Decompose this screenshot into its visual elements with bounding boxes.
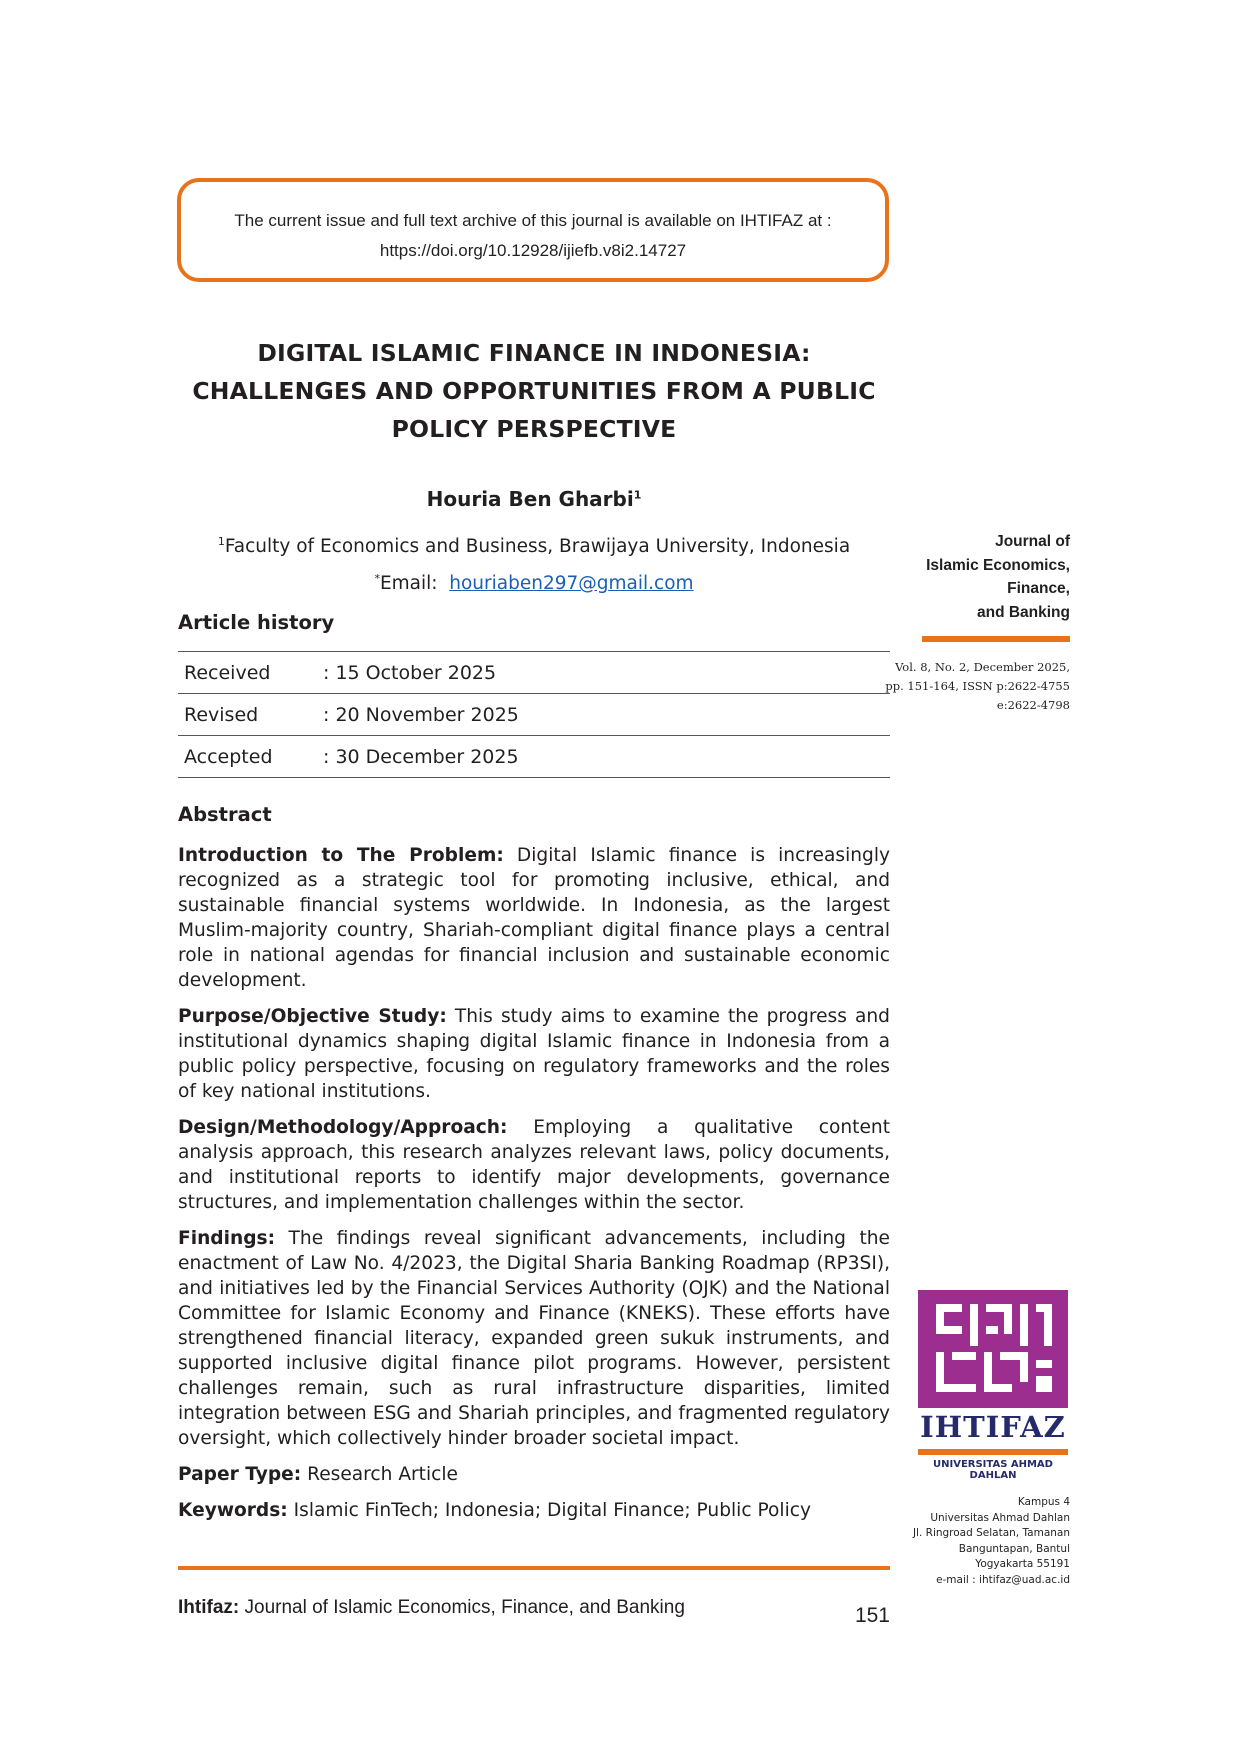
footer-journal	[178, 1597, 685, 1619]
email-link[interactable]: houriaben297@gmail.com	[449, 573, 694, 595]
sidebar-journal-name	[900, 530, 1070, 624]
address-line: Kampus 4	[1017, 1496, 1070, 1508]
affiliation-text: Faculty of Economics and Business, Brawijaya University, Indonesia	[224, 536, 851, 558]
sidebar-address	[880, 1495, 1070, 1588]
logo-wordmark: IHTIFAZ	[920, 1410, 1066, 1444]
abstract-heading: Abstract	[178, 803, 272, 826]
doi-notice-box	[177, 178, 889, 282]
title-line-3: POLICY PERSPECTIVE	[391, 415, 677, 443]
history-value: : 15 October 2025	[317, 652, 890, 694]
findings-label: Findings:	[178, 1228, 276, 1249]
ihtifaz-logo-icon	[918, 1290, 1068, 1408]
purpose-label: Purpose/Objective Study:	[178, 1006, 447, 1027]
abstract-papertype	[178, 1462, 890, 1487]
history-row	[178, 652, 890, 694]
affiliation	[160, 526, 908, 563]
intro-label: Introduction to The Problem:	[178, 845, 504, 866]
author-name: Houria Ben Gharbi	[426, 487, 634, 511]
address-email[interactable]: e-mail : ihtifaz@uad.ac.id	[936, 1573, 1070, 1586]
doi-link[interactable]: https://doi.org/10.12928/ijiefb.v8i2.14727	[379, 241, 687, 260]
design-text: Employing a qualitative content analysis approach, this research analyzes relevant laws, policy documents, and institutional reports to identify major developments, governance structures, and implementation challenges within the sector.	[178, 1117, 890, 1213]
abstract-design	[178, 1115, 890, 1215]
email-label: Email:	[379, 573, 438, 595]
vol-line: pp. 151-164, ISSN p:2622-4755	[885, 679, 1070, 693]
logo-bar	[918, 1449, 1068, 1455]
affiliation-block	[160, 526, 908, 600]
email-sup: *	[374, 572, 380, 586]
footer-rule	[178, 1566, 890, 1570]
history-label: Received	[178, 652, 317, 694]
logo-university: UNIVERSITAS AHMAD DAHLAN	[933, 1459, 1053, 1481]
intro-text: Digital Islamic finance is increasingly recognized as a strategic tool for promoting inclusive, ethical, and sustainable financial systems worldwide. In Indonesia, as the largest Muslim-majority country, Shariah-compliant digital finance plays a central role in national agendas for financial inclusion and sustainable economic development.	[178, 845, 890, 991]
vol-line: e:2622-4798	[996, 698, 1070, 712]
history-table	[178, 651, 890, 778]
affiliation-sup: 1	[217, 535, 225, 548]
article-title	[160, 334, 908, 448]
author-sup: 1	[633, 488, 642, 502]
journal-line: Finance,	[1007, 580, 1070, 597]
abstract-body	[178, 843, 890, 1534]
keywords-label: Keywords:	[178, 1500, 288, 1521]
volume-info	[880, 658, 1070, 715]
title-line-2: CHALLENGES AND OPPORTUNITIES FROM A PUBLIC	[192, 377, 876, 405]
author	[160, 487, 908, 511]
page-number: 151	[854, 1604, 890, 1627]
history-label: Accepted	[178, 736, 317, 778]
history-value: : 20 November 2025	[317, 694, 890, 736]
footer-journal-bold: Ihtifaz:	[178, 1597, 240, 1618]
history-row	[178, 694, 890, 736]
footer-journal-rest: Journal of Islamic Economics, Finance, and Banking	[239, 1597, 685, 1618]
papertype-text: Research Article	[307, 1464, 458, 1485]
journal-line: and Banking	[976, 603, 1070, 621]
sidebar-rule	[922, 636, 1070, 642]
email-line	[160, 563, 908, 600]
journal-line: Journal of	[995, 533, 1070, 550]
abstract-intro	[178, 843, 890, 993]
history-value: : 30 December 2025	[317, 736, 890, 778]
design-label: Design/Methodology/Approach:	[178, 1117, 508, 1138]
address-line: Jl. Ringroad Selatan, Tamanan	[912, 1527, 1070, 1539]
history-row	[178, 736, 890, 778]
abstract-findings	[178, 1226, 890, 1451]
notice-text: The current issue and full text archive of this journal is available on IHTIFAZ at :	[234, 211, 832, 230]
journal-line: Islamic Economics,	[926, 556, 1070, 574]
findings-text: The findings reveal significant advancements, including the enactment of Law No. 4/2023, the Digital Sharia Banking Roadmap (RP3SI), and initiatives led by the Financial Services Authority (OJK) and the National Committee for Islamic Economy and Finance (KNEKS). These efforts have strengthened financial literacy, expanded green sukuk instruments, and supported inclusive digital finance pilot programs. However, persistent challenges remain, such as rural infrastructure disparities, limited integration between ESG and Shariah principles, and fragmented regulatory oversight, which collectively hinder broader societal impact.	[178, 1228, 890, 1449]
address-line: Banguntapan, Bantul	[958, 1542, 1070, 1555]
address-line: Universitas Ahmad Dahlan	[930, 1511, 1070, 1524]
vol-line: Vol. 8, No. 2, December 2025,	[895, 660, 1070, 674]
abstract-purpose	[178, 1004, 890, 1104]
abstract-keywords	[178, 1498, 890, 1523]
address-line: Yogyakarta 55191	[975, 1558, 1070, 1570]
history-heading: Article history	[178, 611, 335, 634]
purpose-text: This study aims to examine the progress and institutional dynamics shaping digital Islamic finance in Indonesia from a public policy perspective, focusing on regulatory frameworks and the roles of key national institutions.	[178, 1006, 890, 1102]
title-line-1: DIGITAL ISLAMIC FINANCE IN INDONESIA:	[257, 339, 811, 367]
kufic-logo-icon	[918, 1290, 1068, 1408]
keywords-text: Islamic FinTech; Indonesia; Digital Finance; Public Policy	[293, 1500, 811, 1521]
history-label: Revised	[178, 694, 317, 736]
papertype-label: Paper Type:	[178, 1464, 302, 1485]
